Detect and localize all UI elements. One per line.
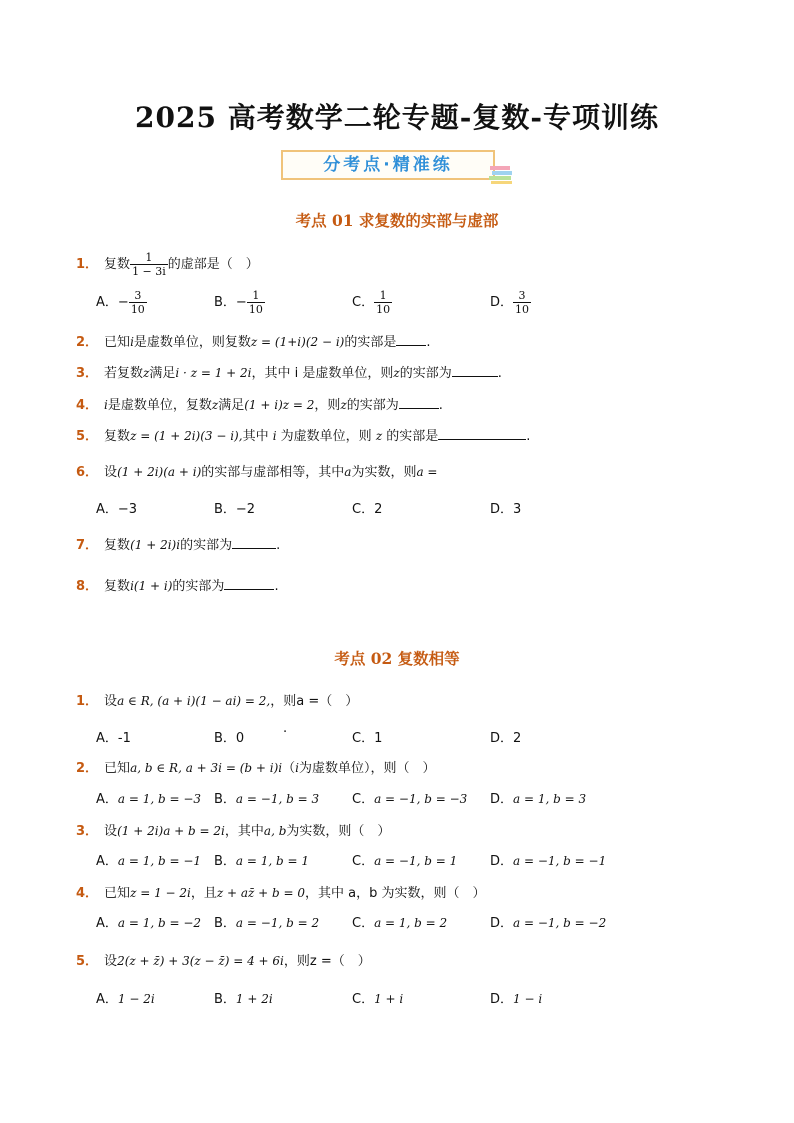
option-a [96, 788, 201, 807]
question-number: 5． [76, 954, 99, 969]
question-number: 8． [76, 579, 99, 594]
question-text: 设 [104, 824, 118, 839]
page-title: 2025 高考数学二轮专题-复数-专项训练 [135, 101, 659, 134]
option-b: B．0 [214, 731, 245, 746]
math-expression: i(1 + i) [130, 579, 173, 593]
math-expression: (1 + i)z = 2 [244, 398, 315, 412]
option-a [96, 850, 201, 869]
section-heading-1: 考点 01 求复数的实部与虚部 [295, 211, 499, 230]
question-text: . [274, 579, 279, 594]
question-text: 是虚数单位，则复数 [133, 335, 251, 350]
question-text: 为虚数单位），则（ ） [298, 761, 436, 776]
option-label: A． [96, 916, 118, 931]
option-label: D． [490, 916, 514, 931]
option-d [490, 988, 542, 1007]
question-text: 设 [104, 465, 118, 480]
question-number: 3． [76, 366, 99, 381]
option-d [490, 912, 606, 931]
section-heading-2: 考点 02 复数相等 [334, 649, 460, 668]
question-2-3 [76, 820, 390, 839]
numerator: 1 [374, 289, 392, 303]
math-expression: (1 + 2i)a + b = 2i [117, 824, 225, 838]
math-expression: a ∈ R, (a + i)(1 − ai) = 2, [117, 694, 271, 708]
question-text: 的实部是 [382, 429, 439, 444]
question-1-1 [76, 251, 259, 278]
question-text: 是虚数单位，复数 [107, 398, 212, 413]
math-expression: 2(z + z̄) + 3(z − z̄) = 4 + 6i [117, 954, 284, 968]
question-text: 其中 [242, 429, 273, 444]
question-text: ，且 [190, 886, 217, 901]
denominator: 10 [130, 303, 145, 316]
sign: − [117, 295, 129, 310]
denominator: 1 − 3i [132, 265, 166, 278]
question-text: . [276, 538, 281, 553]
sign: − [235, 295, 247, 310]
question-text: （ [282, 761, 296, 776]
denominator: 10 [376, 303, 391, 316]
option-label: D． [490, 792, 514, 807]
question-text: 复数 [104, 257, 131, 272]
question-1-8 [76, 575, 279, 594]
question-text: z =（ ） [309, 954, 371, 969]
question-2-5 [76, 950, 371, 969]
question-number: 5． [76, 429, 99, 444]
option-c [352, 912, 447, 931]
math: i [130, 335, 134, 349]
option-label: A． [96, 992, 118, 1007]
option-label: C． [352, 992, 375, 1007]
option-label: D． [490, 854, 514, 869]
math: i [104, 398, 108, 412]
math: 1 − 2i [117, 992, 155, 1006]
question-2-1 [76, 690, 358, 709]
question-number: 4． [76, 886, 99, 901]
math: a [344, 465, 352, 479]
math: a = 1, b = 2 [374, 916, 448, 930]
math: z [143, 366, 150, 380]
question-1-3 [76, 362, 502, 381]
math: a = −1, b = −2 [513, 916, 607, 930]
question-text: 的实部为 [172, 579, 225, 594]
question-text: ，则 [270, 694, 297, 709]
question-text: 满足 [149, 366, 176, 381]
math-expression: z = (1+i)(2 − i) [250, 335, 345, 349]
option-c [352, 850, 457, 869]
option-a: A．-1 [96, 731, 131, 746]
fraction [130, 251, 168, 278]
question-text: 设 [104, 954, 118, 969]
option-d [490, 850, 606, 869]
question-text: 已知 [104, 761, 131, 776]
math: 1 − i [513, 992, 543, 1006]
question-text: 为虚数单位，则 [276, 429, 376, 444]
option-label: B． [214, 992, 236, 1007]
option-label: D． [490, 992, 514, 1007]
option-label: D． [490, 295, 514, 310]
math: i [272, 429, 277, 443]
question-number: 7． [76, 538, 99, 553]
option-label: A． [96, 854, 118, 869]
math: a = −1, b = −3 [374, 792, 468, 806]
option-label: A． [96, 792, 118, 807]
option-d [490, 788, 586, 807]
topic-badge: 分考点·精准练 [281, 150, 495, 180]
question-text: ，则 [283, 954, 310, 969]
fraction [247, 289, 265, 316]
option-c [352, 988, 403, 1007]
math-expression: (1 + 2i)(a + i) [117, 465, 202, 479]
math: z [211, 398, 219, 412]
option-b [214, 289, 265, 316]
math: a = 1, b = 3 [513, 792, 587, 806]
fraction [374, 289, 392, 316]
question-text: 的实部是 [344, 335, 397, 350]
question-text: 的实部与虚部相等，其中 [201, 465, 345, 480]
math: a = 1, b = −2 [117, 916, 202, 930]
question-text: 复数 [104, 579, 131, 594]
answer-blank [399, 396, 439, 409]
option-a [96, 912, 201, 931]
math: i [295, 761, 299, 775]
option-d: D．3 [490, 502, 522, 517]
question-number: 1． [76, 694, 99, 709]
math-expression: a, b ∈ R, a + 3i = (b + i)i [130, 761, 283, 775]
option-label: A． [96, 295, 118, 310]
numerator: 1 [130, 251, 168, 265]
option-c [352, 289, 392, 316]
numerator: 3 [129, 289, 147, 303]
question-text: 的实部为 [399, 366, 452, 381]
question-text: . [497, 366, 502, 381]
question-text: 已知 [104, 886, 131, 901]
fraction [513, 289, 531, 316]
option-label: B． [214, 854, 236, 869]
question-number: 2． [76, 761, 99, 776]
question-number: 6． [76, 465, 99, 480]
question-text: 设 [104, 694, 118, 709]
math-expression: z + az̄ + b = 0 [216, 886, 306, 900]
math: a = 1, b = −1 [117, 854, 202, 868]
option-d: D．2 [490, 731, 522, 746]
question-text: 复数 [104, 538, 131, 553]
math: a = 1, b = 1 [235, 854, 310, 868]
math: z [393, 366, 400, 380]
denominator: 10 [515, 303, 530, 316]
option-label: C． [352, 916, 375, 931]
option-label: C． [352, 792, 375, 807]
books-icon [488, 163, 514, 185]
math-expression: z = (1 + 2i)(3 − i), [130, 429, 243, 443]
question-text: . [438, 398, 443, 413]
question-2-4 [76, 882, 486, 901]
question-text: ，其中 [224, 824, 264, 839]
question-text: . [526, 429, 531, 444]
math: 1 + 2i [235, 992, 273, 1006]
answer-blank [396, 333, 426, 346]
question-number: 1． [76, 257, 99, 272]
answer-blank [438, 427, 526, 440]
question-text: a =（ ） [296, 694, 359, 709]
math: 1 + i [374, 992, 404, 1006]
question-text: ，则 [314, 398, 341, 413]
answer-blank [232, 536, 276, 549]
option-a [96, 289, 147, 316]
question-number: 3． [76, 824, 99, 839]
answer-blank [452, 364, 498, 377]
option-d [490, 289, 531, 316]
option-label: C． [352, 295, 375, 310]
question-text: . [426, 335, 431, 350]
math-expression: z = 1 − 2i [130, 886, 191, 900]
option-a [96, 988, 155, 1007]
option-b [214, 850, 309, 869]
question-number: 4． [76, 398, 99, 413]
math: a = 1, b = −3 [117, 792, 202, 806]
question-number: 2． [76, 335, 99, 350]
question-text: ，其中 i 是虚数单位，则 [251, 366, 394, 381]
question-1-2 [76, 331, 431, 350]
question-text: 已知 [104, 335, 131, 350]
denominator: 10 [248, 303, 263, 316]
math: z [340, 398, 347, 412]
math: z [375, 429, 383, 443]
question-text: 若复数 [104, 366, 144, 381]
fraction [129, 289, 147, 316]
option-c: C．2 [352, 502, 383, 517]
option-b [214, 988, 273, 1007]
option-label: B． [214, 916, 236, 931]
option-a: A．−3 [96, 502, 138, 517]
question-1-6 [76, 461, 437, 480]
option-c: C．1 [352, 731, 383, 746]
question-2-2 [76, 757, 435, 776]
option-label: B． [214, 295, 236, 310]
math: a = −1, b = 3 [235, 792, 320, 806]
option-label: B． [214, 792, 236, 807]
math: a = [416, 465, 438, 479]
option-b: B．−2 [214, 502, 256, 517]
option-c [352, 788, 467, 807]
question-text: ，其中 a，b 为实数，则（ ） [305, 886, 486, 901]
math: a, b [263, 824, 287, 838]
question-1-7 [76, 534, 280, 553]
question-text: 满足 [218, 398, 245, 413]
math: a = −1, b = 2 [235, 916, 320, 930]
question-text: 为实数，则（ ） [286, 824, 391, 839]
numerator: 1 [247, 289, 265, 303]
question-text: 复数 [104, 429, 131, 444]
answer-blank [224, 577, 274, 590]
question-text: 的实部为 [346, 398, 399, 413]
question-1-4 [76, 394, 443, 413]
numerator: 3 [513, 289, 531, 303]
stray-dot: · [283, 725, 288, 740]
math: a = −1, b = −1 [513, 854, 607, 868]
math: a = −1, b = 1 [374, 854, 458, 868]
option-label: C． [352, 854, 375, 869]
question-text: 的实部为 [180, 538, 233, 553]
math-expression: (1 + 2i)i [130, 538, 181, 552]
question-1-5 [76, 425, 530, 444]
math-expression: i · z = 1 + 2i [175, 366, 252, 380]
option-b [214, 912, 319, 931]
option-b [214, 788, 319, 807]
question-text: 的虚部是（ ） [167, 257, 259, 272]
question-text: 为实数，则 [351, 465, 417, 480]
